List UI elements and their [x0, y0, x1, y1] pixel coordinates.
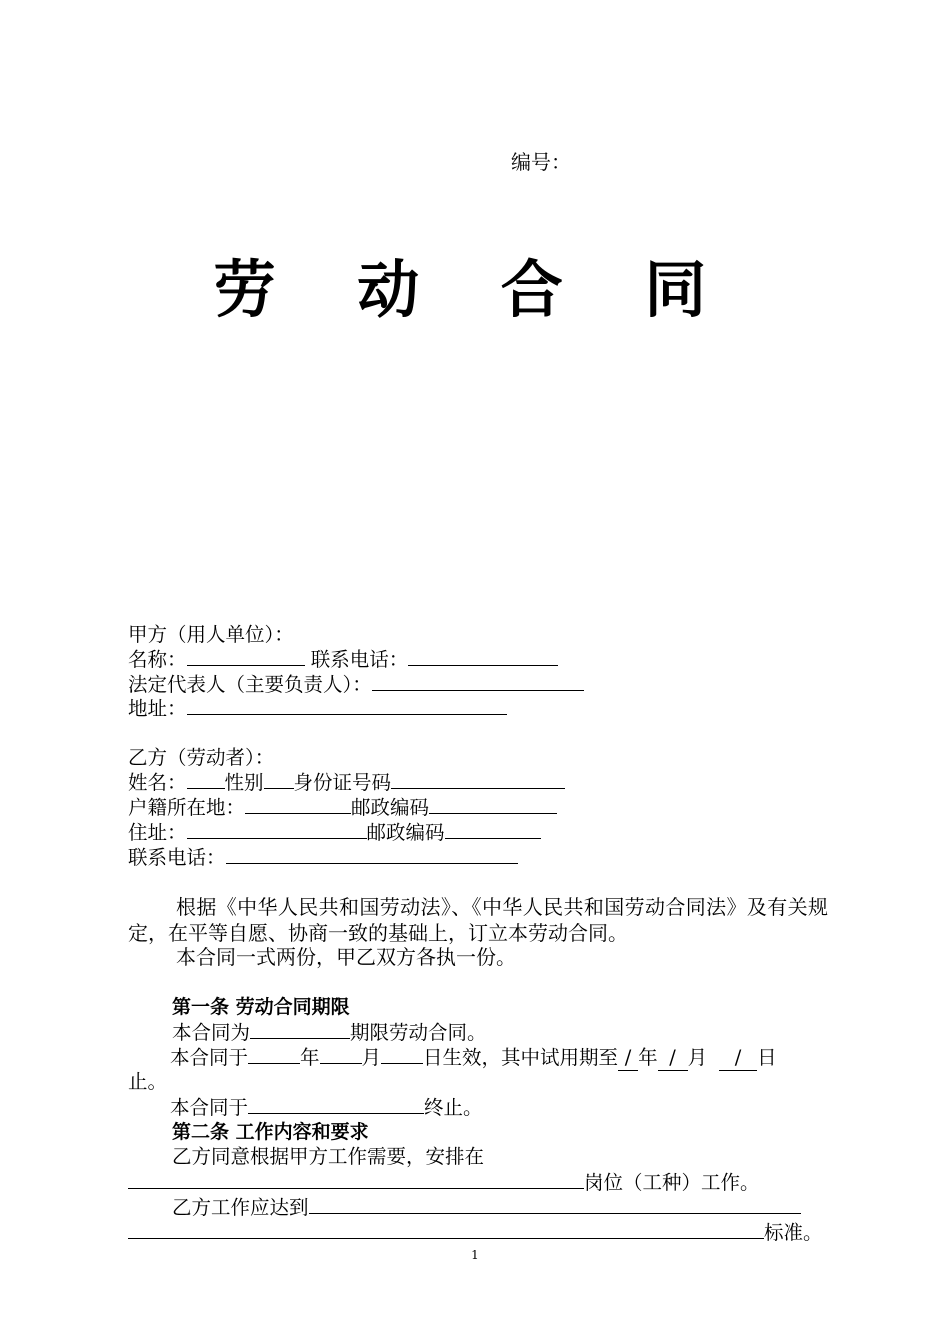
- effective-prefix: 本合同于: [170, 1046, 249, 1069]
- intro-paragraph: 根据《中华人民共和国劳动法》、《中华人民共和国劳动合同法》及有关规定，在平等自愿、协商一致的基础上，订立本劳动合同。: [128, 895, 828, 945]
- party-a-address-blank[interactable]: [187, 696, 507, 715]
- page-number: 1: [471, 1248, 479, 1262]
- article-2-standard-row: [172, 1195, 801, 1220]
- party-a-name-row: [128, 647, 558, 672]
- party-b-postcode-blank-2[interactable]: [445, 820, 541, 839]
- article-1-term-blank[interactable]: [250, 1020, 350, 1039]
- party-a-address-row: [128, 696, 507, 721]
- article-2-heading: 第二条 工作内容和要求: [172, 1121, 369, 1143]
- party-b-gender-blank[interactable]: [264, 770, 294, 789]
- intro-copies-sentence: 本合同一式两份，甲乙双方各执一份。: [176, 945, 516, 969]
- party-a-rep-label: 法定代表人（主要负责人）：: [128, 673, 372, 696]
- party-b-address-label: 住址：: [128, 821, 187, 844]
- effective-month-blank[interactable]: [320, 1045, 362, 1064]
- article-1-term-suffix: 期限劳动合同。: [350, 1021, 487, 1044]
- party-b-household-blank[interactable]: [245, 795, 351, 814]
- article-1-term-row: [172, 1020, 487, 1045]
- contract-number-label: 编号：: [511, 150, 571, 174]
- standard-blank-2[interactable]: [128, 1220, 764, 1239]
- probation-day-value[interactable]: /: [719, 1046, 757, 1071]
- termination-date-blank[interactable]: [248, 1095, 424, 1114]
- party-b-household-row: [128, 795, 557, 820]
- probation-year-label: 年: [638, 1046, 658, 1069]
- article-2-assignment-text: 乙方同意根据甲方工作需要，安排在: [172, 1145, 485, 1168]
- article-1-term-prefix: 本合同为: [172, 1021, 251, 1044]
- party-b-address-row: [128, 820, 541, 845]
- probation-month-label: 月: [687, 1046, 708, 1069]
- party-b-phone-blank[interactable]: [226, 845, 518, 864]
- article-2-standard-row-2: [128, 1220, 823, 1245]
- probation-year-value[interactable]: /: [618, 1046, 638, 1071]
- termination-suffix: 终止。: [424, 1096, 483, 1119]
- standard-suffix: 标准。: [764, 1221, 823, 1244]
- party-b-id-blank[interactable]: [391, 770, 565, 789]
- position-suffix: 岗位（工种）工作。: [584, 1171, 760, 1194]
- party-b-heading: 乙方（劳动者）：: [128, 746, 275, 769]
- party-b-postcode-blank[interactable]: [429, 795, 557, 814]
- article-1-effective-end: 止。: [128, 1070, 168, 1093]
- article-2-position-row: [128, 1170, 760, 1195]
- party-a-rep-blank[interactable]: [372, 672, 584, 691]
- party-a-heading: 甲方（用人单位）：: [128, 623, 294, 646]
- standard-prefix: 乙方工作应达到: [172, 1196, 309, 1219]
- effective-day-blank[interactable]: [381, 1045, 423, 1064]
- termination-prefix: 本合同于: [170, 1096, 249, 1119]
- party-a-phone-label: 联系电话：: [310, 648, 409, 671]
- effective-day-label: 日生效，其中试用期至: [423, 1046, 619, 1069]
- party-b-phone-label: 联系电话：: [128, 846, 226, 869]
- probation-day-label: 日: [757, 1046, 777, 1069]
- party-b-household-label: 户籍所在地：: [128, 796, 246, 819]
- party-b-postcode-label-2: 邮政编码: [366, 821, 445, 844]
- effective-year-label: 年: [300, 1046, 320, 1069]
- party-a-address-label: 地址：: [128, 697, 187, 720]
- party-b-name-blank[interactable]: [187, 770, 225, 789]
- party-b-postcode-label: 邮政编码: [351, 796, 430, 819]
- effective-year-blank[interactable]: [248, 1045, 300, 1064]
- party-b-gender-label: 性别: [224, 771, 264, 794]
- party-b-name-label: 姓名：: [128, 771, 187, 794]
- effective-month-label: 月: [361, 1046, 382, 1069]
- probation-month-value[interactable]: /: [658, 1046, 688, 1071]
- article-1-effective-row: [170, 1045, 777, 1071]
- document-title: 劳 动 合 同: [213, 253, 737, 326]
- party-a-rep-row: [128, 672, 584, 697]
- party-a-phone-blank[interactable]: [408, 647, 558, 666]
- article-1-termination-row: [170, 1095, 483, 1120]
- position-blank[interactable]: [128, 1170, 584, 1189]
- party-a-name-blank[interactable]: [187, 647, 305, 666]
- party-b-name-row: [128, 770, 565, 795]
- party-b-id-label: 身份证号码: [293, 771, 392, 794]
- standard-blank-1[interactable]: [309, 1195, 801, 1214]
- party-a-name-label: 名称：: [128, 648, 187, 671]
- party-b-address-blank[interactable]: [187, 820, 367, 839]
- article-1-heading: 第一条 劳动合同期限: [172, 996, 350, 1018]
- party-b-phone-row: [128, 845, 518, 870]
